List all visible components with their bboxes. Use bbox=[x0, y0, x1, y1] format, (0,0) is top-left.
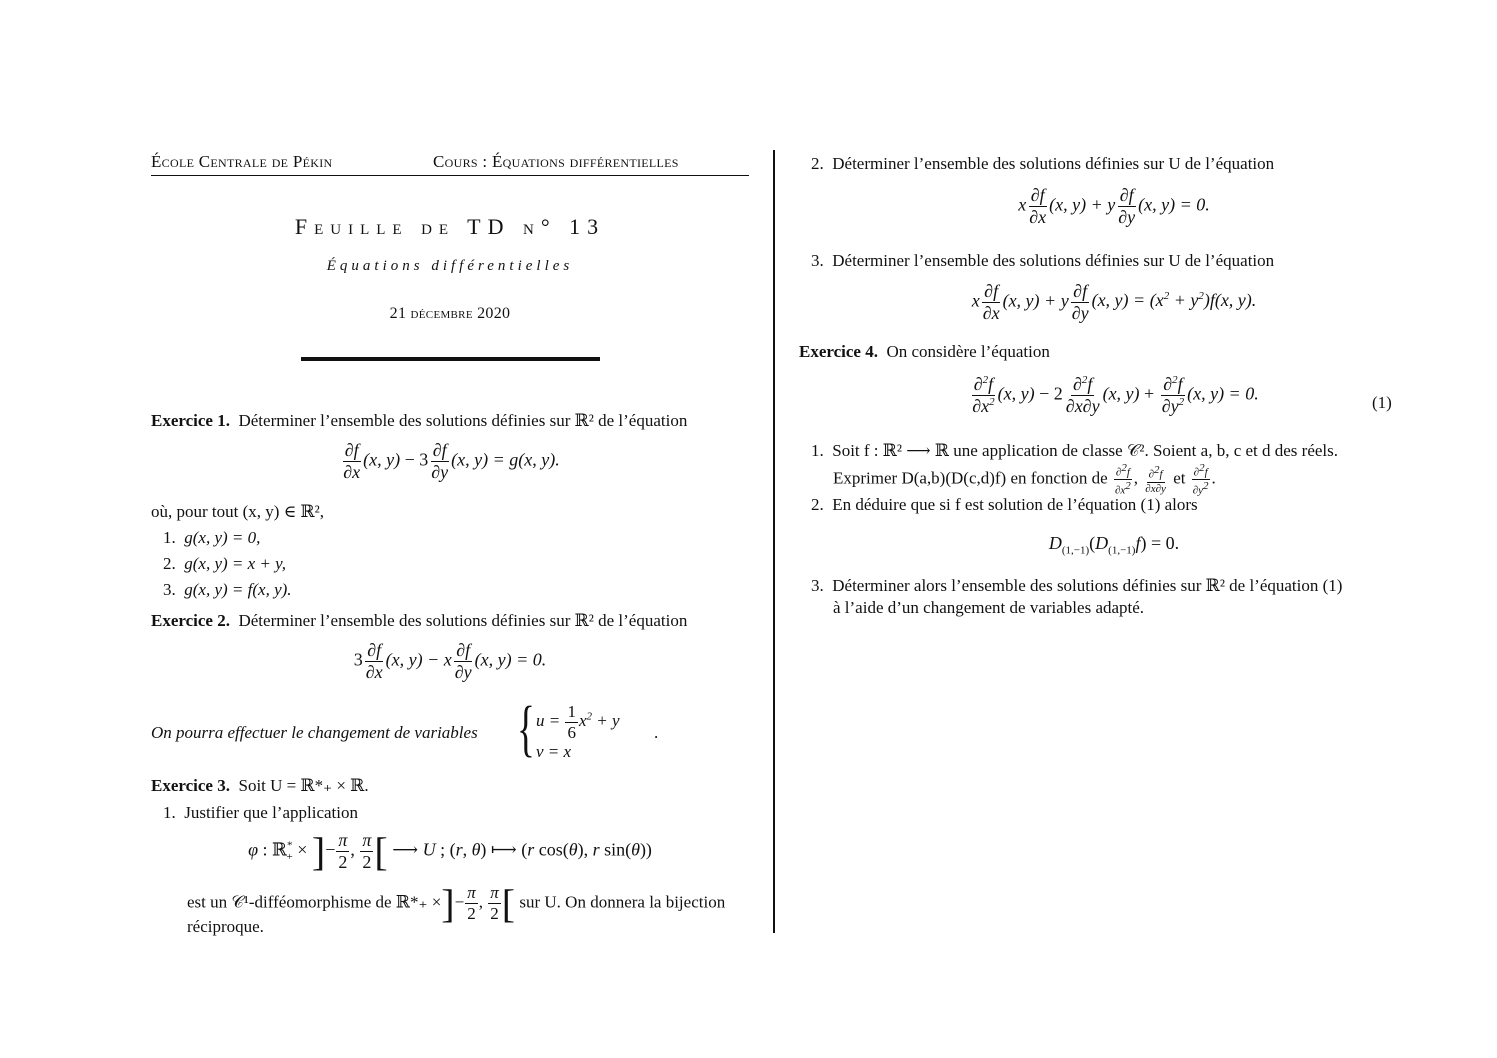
ex1-item-2: 2. g(x, y) = x + y, bbox=[163, 554, 287, 573]
ex4-item-1: 1. Soit f : ℝ² ⟶ ℝ une application de classe 𝒞². Soient a, b, c et d des réels. bbox=[811, 441, 1339, 460]
ex4-equation-number: (1) bbox=[1372, 393, 1392, 412]
ex4-text: On considère l’équation bbox=[886, 342, 1050, 361]
ex4-item-3-line2: à l’aide d’un changement de variables adapté. bbox=[833, 598, 1145, 617]
ex3-label: Exercice 3. bbox=[151, 776, 230, 795]
header-course: Cours : Équations différentielles bbox=[433, 152, 679, 171]
ex4-item-1-line2: Exprimer D(a,b)(D(c,d)f) en fonction de $\frac{\partial^2f}{\partial x^2}$ , $\frac{\partial^2f}{\partial x\partial y}$ et $\frac{\partial^2f}{\partial y^2}$ . bbox=[833, 462, 1216, 497]
ex3-item-2: 2. Déterminer l’ensemble des solutions définies sur U de l’équation bbox=[811, 154, 1275, 173]
column-divider bbox=[773, 150, 775, 933]
header-rule bbox=[151, 175, 749, 176]
ex2-statement bbox=[151, 611, 751, 631]
ex3-item-2-equation: x $\frac{\partial f}{\partial x}$ (x, y) + y $\frac{\partial f}{\partial y}$ (x, y) = 0. bbox=[1018, 185, 1210, 227]
ex2-label: Exercice 2. bbox=[151, 611, 230, 630]
ex1-statement bbox=[151, 411, 751, 431]
ex3-text: Soit U = ℝ*₊ × ℝ. bbox=[238, 776, 369, 795]
ex3-item-3-equation: x $\frac{\partial f}{\partial x}$ (x, y) + y $\frac{\partial f}{\partial y}$ (x, $y) = (x^2 + y^2)f(x$, y). bbox=[971, 281, 1257, 323]
page-date: 21 décembre 2020 bbox=[389, 305, 511, 322]
ex1-text: Déterminer l’ensemble des solutions définies sur ℝ² de l’équation bbox=[238, 411, 688, 430]
ex3-item-3: 3. Déterminer l’ensemble des solutions définies sur U de l’équation bbox=[811, 251, 1275, 270]
ex4-item-2: 2. En déduire que si f est solution de l’équation (1) alors bbox=[811, 495, 1198, 514]
ex3-item-1: 1. Justifier que l’application bbox=[163, 803, 358, 822]
ex3-phi-equation: φ : ℝ*$_+$ × ]− $\frac{\pi}{2}$ , $\frac{\pi}{2}$ [ ⟶ U ; (r, θ) ⟼ (r cos(θ), r sin(θ)) bbox=[248, 829, 652, 874]
title-rule bbox=[301, 357, 600, 361]
ex2-change-v: v = x bbox=[536, 742, 572, 761]
ex1-intro: où, pour tout (x, y) ∈ ℝ², bbox=[151, 502, 324, 521]
ex1-equation: $\frac{\partial f}{\partial x}$ (x, y) − 3 $\frac{\partial f}{\partial y}$ (x, y) = g(x, y). bbox=[343, 440, 560, 482]
ex4-statement bbox=[799, 342, 1419, 362]
ex2-period: . bbox=[654, 723, 659, 742]
ex1-label: Exercice 1. bbox=[151, 411, 230, 430]
header-school: École Centrale de Pékin bbox=[151, 152, 333, 171]
ex1-item-1: 1. g(x, y) = 0, bbox=[163, 528, 261, 547]
ex2-hint-text: On pourra effectuer le changement de variables bbox=[151, 723, 478, 742]
ex4-item-2-equation: $D_{(1,-1)}(D_{(1,-1)}f) = 0$. bbox=[1048, 533, 1180, 557]
ex4-item-3: 3. Déterminer alors l’ensemble des solutions définies sur ℝ² de l’équation (1) bbox=[811, 576, 1343, 595]
ex2-brace: { bbox=[516, 695, 535, 763]
ex4-equation: $\frac{\partial^2f}{\partial x^2}$ (x, y) − 2 $\frac{\partial^2f}{\partial x\partial y}$ (x, y) + $\frac{\partial^2f}{\partial y^2}$ (x, y) = 0. bbox=[972, 374, 1259, 416]
ex1-item-3: 3. g(x, y) = f(x, y). bbox=[163, 580, 292, 599]
ex2-text: Déterminer l’ensemble des solutions définies sur ℝ² de l’équation bbox=[238, 611, 688, 630]
ex3-item-1-end: réciproque. bbox=[187, 917, 264, 936]
page-subtitle: Équations différentielles bbox=[326, 258, 574, 274]
page-title: Feuille de TD n° 13 bbox=[294, 214, 606, 239]
ex2-change-u: u = $\frac{1}{6}$ $x^2 + y$ bbox=[536, 702, 620, 742]
ex2-equation: 3 $\frac{\partial f}{\partial x}$ (x, y) − x $\frac{\partial f}{\partial y}$ (x, y) = 0. bbox=[353, 640, 547, 682]
ex3-item-1-continuation: est un 𝒞¹-difféomorphisme de ℝ*₊ ×]− $\frac{\pi}{2}$ , $\frac{\pi}{2}$ [ sur U. On donnera la bijection bbox=[187, 881, 726, 926]
ex3-statement bbox=[151, 776, 751, 796]
ex2-hint bbox=[151, 696, 751, 768]
ex4-label: Exercice 4. bbox=[799, 342, 878, 361]
